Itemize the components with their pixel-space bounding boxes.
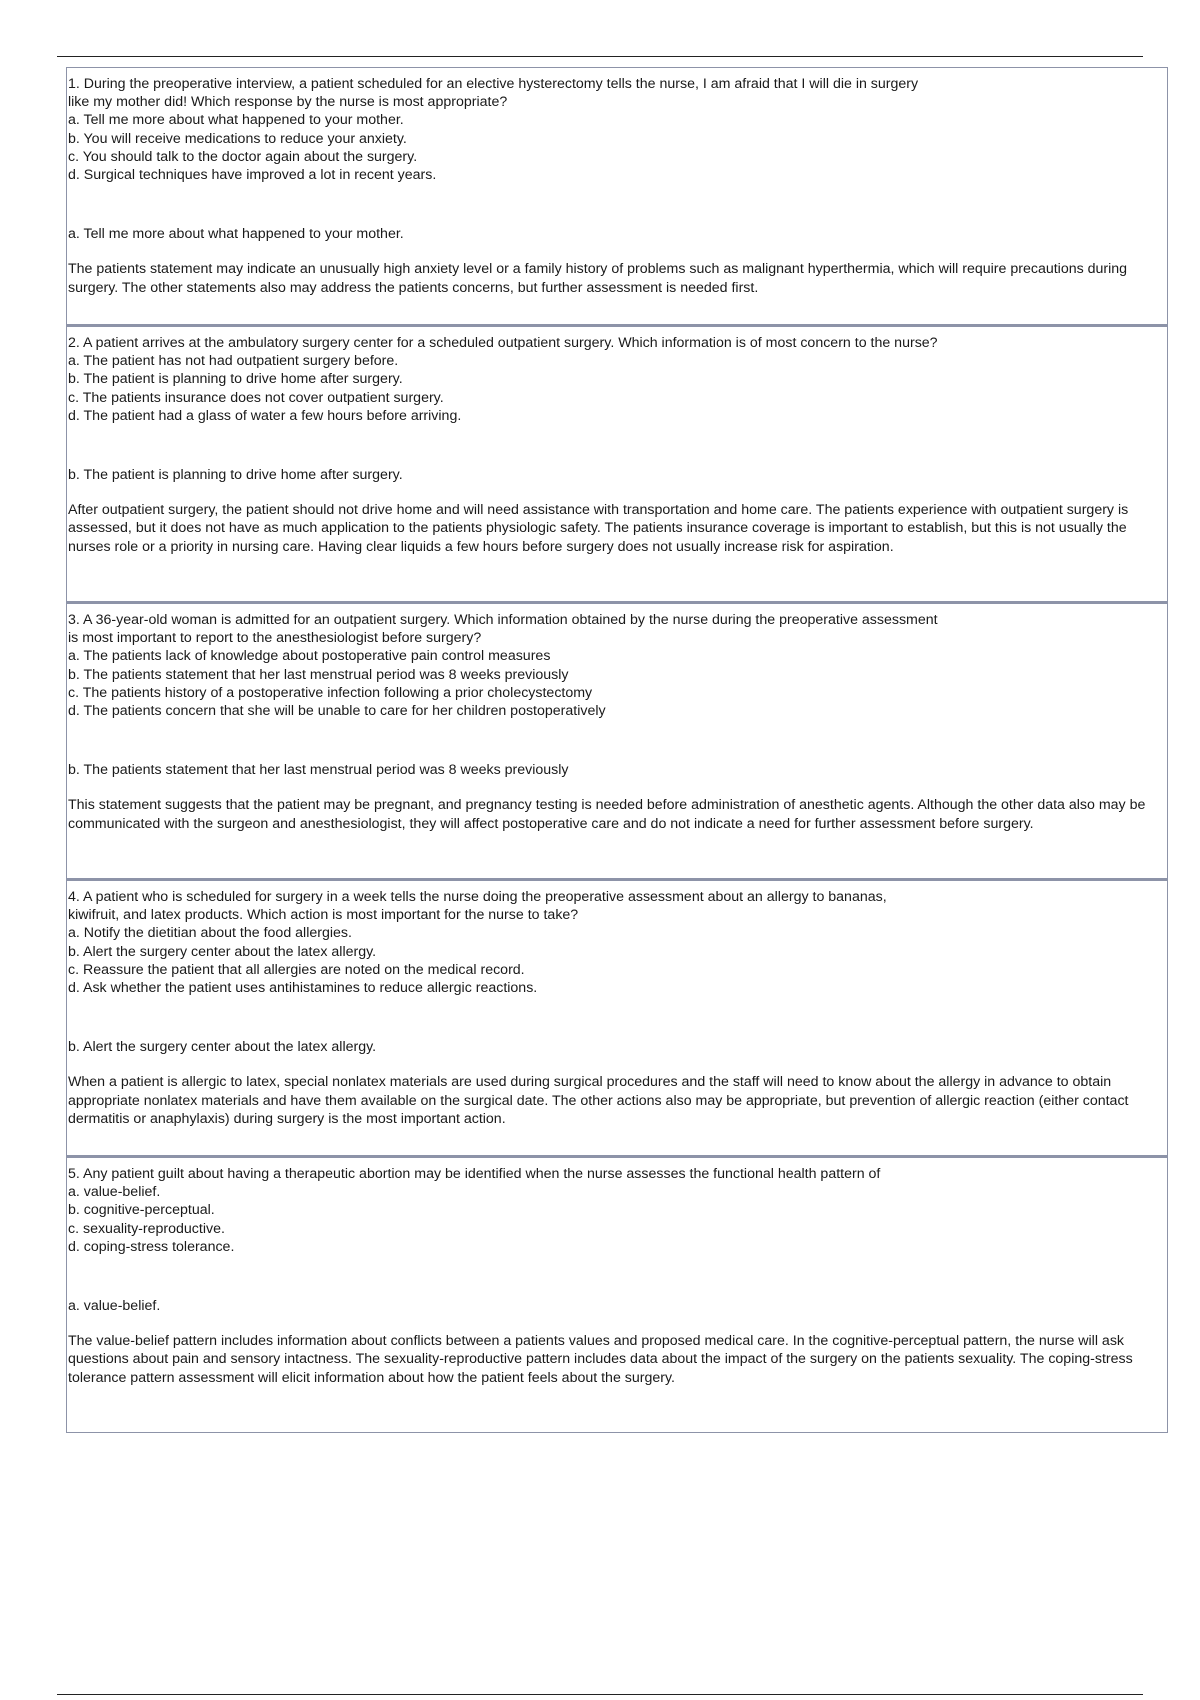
answer-options [68, 1183, 1165, 1256]
question-block-1 [66, 67, 1168, 325]
answer-options [68, 352, 1165, 425]
answer-rationale: The value-belief pattern includes information about conflicts between a patients values and proposed medical care. In the cognitive-perceptual pattern, the nurse will ask questions about pain and sensory intactness. The sexuality-reproductive pattern includes data about the impact of the surgery on the patients sexuality. The coping-stress tolerance pattern assessment will elicit information about how the patient feels about the surgery. [68, 1333, 1133, 1386]
answer-options [68, 647, 1165, 720]
question-block-5 [66, 1156, 1168, 1433]
option-c: c. Reassure the patient that all allergies are noted on the medical record. [68, 961, 525, 978]
option-a: a. The patient has not had outpatient surgery before. [68, 353, 399, 370]
page-bottom-rule [57, 1694, 1143, 1695]
correct-answer: b. Alert the surgery center about the latex allergy. [68, 1039, 377, 1056]
page-top-rule [57, 56, 1143, 57]
option-b: b. cognitive-perceptual. [68, 1202, 215, 1219]
correct-answer: b. The patients statement that her last menstrual period was 8 weeks previously [68, 762, 569, 779]
option-d: d. coping-stress tolerance. [68, 1238, 235, 1255]
answer-rationale: This statement suggests that the patient may be pregnant, and pregnancy testing is needed before administration of anesthetic agents. Although the other data also may be communicated with the surgeon and anesthesiologist, they will affect postoperative care and do not indicate a need for further assessment before surgery. [68, 797, 1146, 832]
question-stem: 4. A patient who is scheduled for surgery in a week tells the nurse doing the preoperative assessment about an allergy to bananas, kiwifruit, and latex products. Which action is most important for the nurse to take? [68, 889, 887, 924]
option-c: c. The patients insurance does not cover outpatient surgery. [68, 389, 444, 406]
answer-options [68, 924, 1165, 997]
option-c: c. sexuality-reproductive. [68, 1220, 225, 1237]
option-c: c. The patients history of a postoperative infection following a prior cholecystectomy [68, 684, 593, 701]
option-d: d. Ask whether the patient uses antihistamines to reduce allergic reactions. [68, 980, 538, 997]
option-a: a. Notify the dietitian about the food allergies. [68, 925, 352, 942]
option-d: d. The patients concern that she will be unable to care for her children postoperatively [68, 703, 606, 720]
question-block-3 [66, 602, 1168, 879]
answer-rationale: The patients statement may indicate an unusually high anxiety level or a family history of problems such as malignant hyperthermia, which will require precautions during surgery. The other statements also may address the patients concerns, but further assessment is needed first. [68, 261, 1128, 296]
correct-answer: b. The patient is planning to drive home after surgery. [68, 467, 403, 484]
correct-answer: a. Tell me more about what happened to your mother. [68, 226, 404, 243]
option-b: b. You will receive medications to reduce your anxiety. [68, 130, 407, 147]
option-a: a. The patients lack of knowledge about postoperative pain control measures [68, 648, 551, 665]
question-block-2 [66, 325, 1168, 602]
question-list [66, 67, 1168, 1433]
question-block-4 [66, 879, 1168, 1156]
correct-answer: a. value-belief. [68, 1298, 161, 1315]
question-stem: 5. Any patient guilt about having a therapeutic abortion may be identified when the nurse assesses the functional health pattern of [68, 1166, 881, 1182]
question-stem: 1. During the preoperative interview, a patient scheduled for an elective hysterectomy tells the nurse, I am afraid that I will die in surgery like my mother did! Which response by the nurse is most appropriate? [68, 76, 919, 111]
option-b: b. Alert the surgery center about the latex allergy. [68, 943, 377, 960]
option-b: b. The patients statement that her last menstrual period was 8 weeks previously [68, 666, 569, 683]
answer-options [68, 111, 1165, 184]
option-d: d. Surgical techniques have improved a lot in recent years. [68, 167, 437, 184]
answer-rationale: After outpatient surgery, the patient should not drive home and will need assistance with transportation and home care. The patients experience with outpatient surgery is assessed, but it does not have as much application to the patients physiologic safety. The patients insurance coverage is important to establish, but this is not usually the nurses role or a priority in nursing care. Having clear liquids a few hours before surgery does not usually increase risk for aspiration. [68, 502, 1129, 555]
option-a: a. Tell me more about what happened to your mother. [68, 112, 404, 129]
option-a: a. value-belief. [68, 1184, 161, 1201]
option-b: b. The patient is planning to drive home after surgery. [68, 371, 403, 388]
answer-rationale: When a patient is allergic to latex, special nonlatex materials are used during surgical procedures and the staff will need to know about the allergy in advance to obtain appropriate nonlatex materials and have them available on the surgical date. The other actions also may be appropriate, but prevention of allergic reaction (either contact dermatitis or anaphylaxis) during surgery is the most important action. [68, 1074, 1129, 1127]
question-stem: 3. A 36-year-old woman is admitted for an outpatient surgery. Which information obtained by the nurse during the preoperative assessment is most important to report to the anesthesiologist before surgery? [68, 612, 938, 647]
option-c: c. You should talk to the doctor again about the surgery. [68, 148, 418, 165]
option-d: d. The patient had a glass of water a few hours before arriving. [68, 407, 462, 424]
question-stem: 2. A patient arrives at the ambulatory surgery center for a scheduled outpatient surgery. Which information is of most concern to the nurse? [68, 335, 938, 351]
